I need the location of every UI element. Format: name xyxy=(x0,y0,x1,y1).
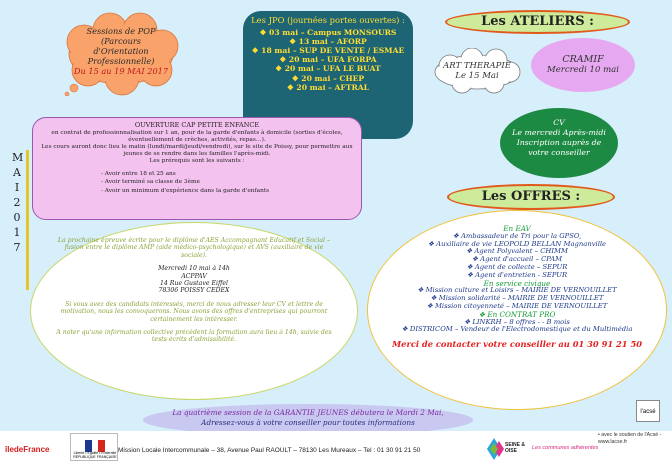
cramif-date: Mercredi 10 mai xyxy=(547,65,619,75)
pop-line2: (Parcours xyxy=(100,36,142,46)
aes-paragraph-1: La prochaine épreuve écrite pour le diplôme d'AES Accompagnant Educatif et Social – fusion entre le diplôme AMP (aide médico-psychologique) et AVS (auxiliaire de vie sociale). xyxy=(57,237,331,259)
rep-motto: Liberté • Égalité • Fraternité xyxy=(73,451,117,455)
cv-bubble xyxy=(500,108,618,178)
cap-prereq-item: - Avoir entre 18 et 25 ans xyxy=(101,170,176,177)
offer-item: ❖ Auxiliaire de vie LEOPOLD BELLAN Magnanville xyxy=(427,239,607,248)
cap-prerequisites xyxy=(41,170,353,196)
month-letter: 0 xyxy=(13,211,21,224)
offer-item: ❖ Agent de collecte – SEPUR xyxy=(466,262,568,271)
month-letter: M xyxy=(12,151,24,164)
civique-title: En service civique xyxy=(483,278,551,288)
art-text xyxy=(430,61,524,81)
month-letter: A xyxy=(13,166,21,179)
cv-line3: votre conseiller xyxy=(528,148,590,157)
jpo-title: Les JPO (journées portes ouvertes) : xyxy=(251,15,405,25)
pop-cloud xyxy=(60,12,182,96)
vertical-divider xyxy=(26,150,29,290)
acse-soutien: • avec le soutien de l'Acsé - www.lacse.fr xyxy=(598,432,662,445)
month-letter: 1 xyxy=(13,226,21,239)
aes-street: 14 Rue Gustave Eiffel xyxy=(159,280,229,288)
offres-header: Les OFFRES : xyxy=(447,184,615,210)
offres-contact: Merci de contacter votre conseiller au 01 30 91 21 50 xyxy=(391,339,642,350)
jpo-item: ❖ 03 mai – Campus MONSOURS xyxy=(259,27,397,37)
aes-paragraph-2: Si vous avez des candidats intéressés, merci de nous adresser leur CV et lettre de motivation, nous les convoquerons. Nous avons des offres d'entreprises qui pourront certainement les intéresser. xyxy=(60,300,328,323)
aes-org: ACPPAV xyxy=(181,272,207,280)
offer-item: ❖ Ambassadeur de Tri pour la GPSO, xyxy=(452,231,582,240)
cap-petite-enfance-box xyxy=(32,117,362,220)
jpo-item: ❖ 20 mai – AFTRAL xyxy=(286,82,370,92)
offer-item: ❖ Agent Polyvalent – CHIMM xyxy=(466,247,568,256)
jpo-item: ❖ 20 mai – CHEP xyxy=(291,73,365,83)
cramif-bubble xyxy=(531,38,635,92)
seine-oise-logo xyxy=(485,436,525,462)
aes-city: 78306 POISSY CEDEX xyxy=(158,287,230,295)
art-therapie-bubble xyxy=(430,48,524,94)
ateliers-header: Les ATELIERS : xyxy=(445,10,630,34)
vertical-month xyxy=(12,150,22,255)
cap-prereq-item: - Avoir terminé sa classe de 3ème xyxy=(101,179,200,186)
cv-line2: Inscription auprès de xyxy=(516,138,602,147)
footer-address: Mission Locale Intercommunale – 38, Avenue Paul RAOULT – 78130 Les Mureaux – Tel : 01 30 91 21 50 xyxy=(118,447,421,454)
republique-text xyxy=(71,451,119,459)
garantie-line2: Adressez-vous à votre conseiller pour toutes informations xyxy=(201,418,415,427)
aes-content xyxy=(53,237,335,344)
rep-name: RÉPUBLIQUE FRANÇAISE xyxy=(73,455,117,459)
pop-line1: Sessions de POP xyxy=(86,26,156,36)
jpo-item: ❖ 13 mai – AFORP xyxy=(289,36,367,46)
republique-francaise-logo xyxy=(70,433,118,461)
pop-line4: Professionnelle) xyxy=(87,56,155,66)
cv-line1: Le mercredi Après-midi xyxy=(512,128,606,137)
pop-line3: d'Orientation xyxy=(93,46,149,56)
ile-de-france-logo: îledeFrance xyxy=(5,445,50,454)
offer-item: ❖ DISTRICOM – Vendeur de l'Electrodomestique et du Multimédia xyxy=(401,325,633,334)
communes-adherentes: Les communes adhérentes xyxy=(532,445,599,451)
acse-logo: l'acsé xyxy=(636,400,660,422)
cap-paragraph-3: Les prérequis sont les suivants : xyxy=(149,158,245,165)
art-name: ART THERAPIE xyxy=(443,61,511,71)
cap-prereq-item: - Avoir un minimum d'expérience dans la garde d'enfants xyxy=(101,187,270,194)
jpo-item: ❖ 18 mai – SUP DE VENTE / ESMAE xyxy=(251,45,405,55)
aes-paragraph-3: A noter qu'une information collective précèdent la formation aura lieu à 14h, suivie des tests écrits d'admissibilité. xyxy=(56,329,332,344)
jpo-item: ❖ 20 mai – UFA FORPA xyxy=(279,55,377,65)
month-letter: I xyxy=(14,181,20,194)
eav-title: En EAV xyxy=(503,224,531,233)
month-letter: 7 xyxy=(13,241,21,254)
cap-paragraph-1: en contrat de professionnalisation sur 1 an, pour de la garde d'enfants à domicile (sorties d'écoles, éventuellement de crèches, activités, repas…). xyxy=(51,130,343,144)
pop-dates: Du 15 au 19 MAI 2017 xyxy=(73,66,169,76)
pop-text xyxy=(72,26,170,76)
cap-title: OUVERTURE CAP PETITE ENFANCE xyxy=(134,121,260,129)
seine-oise-text: SEINE & OISE xyxy=(505,442,526,454)
pro-title: ❖ En CONTRAT PRO xyxy=(478,309,556,319)
offer-item: ❖ Agent d'accueil – CPAM xyxy=(471,255,563,264)
offer-item: ❖ Mission solidarité – MAIRIE DE VERNOUILLET xyxy=(430,294,604,303)
art-date: Le 15 Mai xyxy=(455,71,499,81)
offres-content xyxy=(378,225,656,349)
offer-item: ❖ Mission culture et Loisirs – MAIRIE DE VERNOUILLET xyxy=(417,286,617,295)
offer-item: ❖ LINKRH – 8 offres - - B mois xyxy=(464,317,570,326)
offer-item: ❖ Agent d'entretien - SEPUR xyxy=(466,270,568,279)
cv-title: CV xyxy=(553,118,565,127)
month-letter: 2 xyxy=(13,196,21,209)
jpo-item: ❖ 20 mai – UFA LE BUAT xyxy=(275,64,381,74)
french-flag-icon xyxy=(85,437,105,449)
cramif-name: CRAMIF xyxy=(562,54,604,65)
offer-item: ❖ Mission citoyenneté – MAIRIE DE VERNOUILLET xyxy=(426,301,608,310)
cap-paragraph-2: Les cours auront donc lieu le matin (lundi/mardi/jeudi/vendredi), sur le site de Poissy, pour permettre aux jeunes de se rendre dans les familles l'après-midi. xyxy=(41,144,353,158)
aes-when: Mercredi 10 mai à 14h xyxy=(158,265,230,273)
garantie-line1: La quatrième session de la GARANTIE JEUNES débutera le Mardi 2 Mai, xyxy=(172,408,444,417)
